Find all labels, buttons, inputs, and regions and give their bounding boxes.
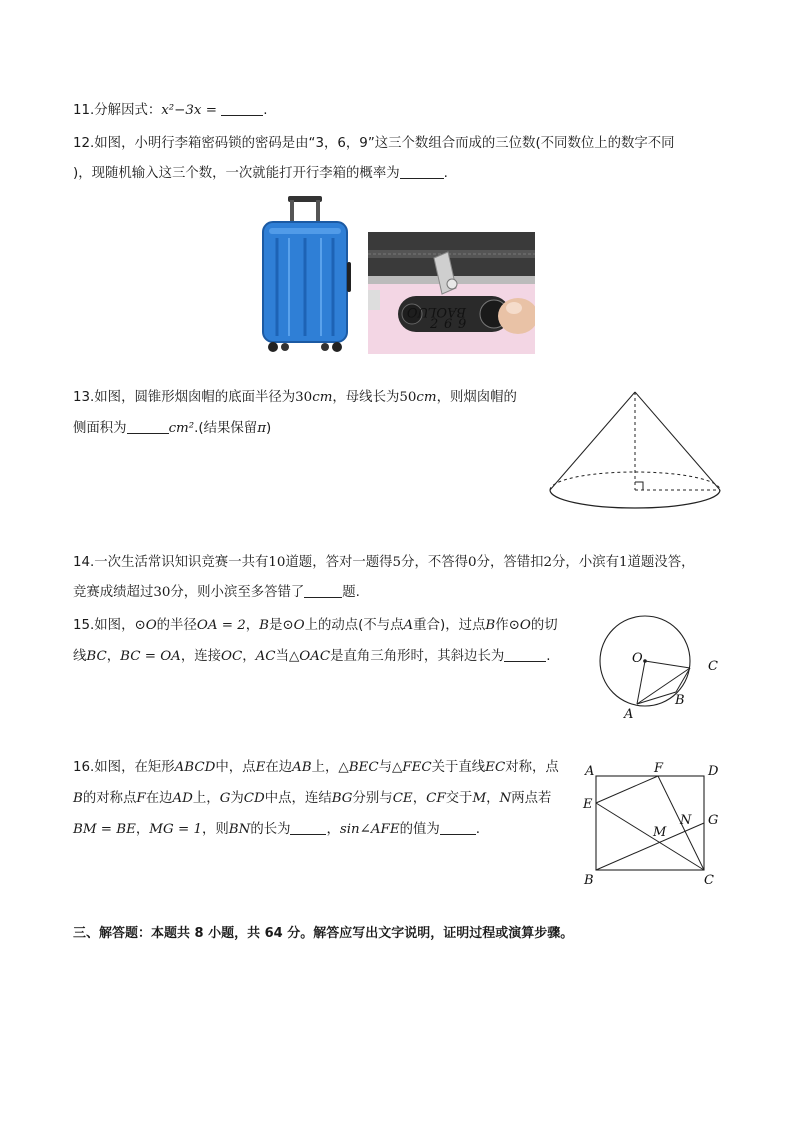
- suitcase-photo: [255, 192, 355, 356]
- q14-answer-blank: [304, 583, 342, 598]
- question-14-line2: 竞赛成绩超过30分，则小滨至多答错了 题.: [73, 585, 360, 600]
- svg-text:2: 2: [430, 317, 439, 332]
- question-16-line3: BM = BE，MG = 1，则BN的长为 ，sin∠AFE的值为 .: [73, 822, 481, 837]
- label-G: G: [708, 813, 719, 828]
- q11-prefix: 11.分解因式：: [73, 103, 162, 118]
- question-12-line2: )，现随机输入这三个数，一次就能打开行李箱的概率为 .: [73, 166, 448, 181]
- question-14-line1: 14.一次生活常识知识竞赛一共有10道题，答对一题得5分，不答得0分，答错扣2分，小滨有1道题没答，: [73, 555, 695, 570]
- label-B: B: [584, 873, 594, 888]
- question-13-line1: 13.如图，圆锥形烟囱帽的底面半径为30cm，母线长为50cm，则烟囱帽的: [73, 390, 517, 405]
- question-16-line1: 16.如图，在矩形ABCD中，点E在边AB上，△BEC与△FEC关于直线EC对称，点: [73, 760, 559, 775]
- q13-answer-blank: [127, 419, 169, 434]
- label-B: B: [675, 693, 685, 708]
- question-12-line1: 12.如图，小明行李箱密码锁的密码是由“3，6，9”这三个数组合而成的三位数(不同数位上的数字不同: [73, 136, 675, 151]
- label-C: C: [704, 873, 714, 888]
- svg-text:6: 6: [444, 317, 453, 332]
- label-M: M: [653, 825, 667, 840]
- combination-lock-photo: [368, 232, 535, 354]
- q12-answer-blank: [400, 164, 444, 179]
- label-F: F: [654, 761, 664, 776]
- question-11: 11.分解因式：x²−3x = .: [73, 103, 268, 118]
- q11-answer-blank: [221, 101, 263, 116]
- question-16-line2: B的对称点F在边AD上，G为CD中点，连结BG分别与CE，CF交于M，N两点若: [73, 791, 552, 806]
- label-A: A: [585, 764, 595, 779]
- label-C: C: [708, 659, 718, 674]
- q11-expression: x²−3x =: [161, 103, 217, 118]
- question-15-line1: 15.如图，⊙O的半径OA = 2，B是⊙O上的动点(不与点A重合)，过点B作⊙O的切: [73, 618, 558, 633]
- q15-answer-blank: [504, 647, 546, 662]
- label-E: E: [583, 797, 593, 812]
- label-D: D: [708, 764, 719, 779]
- question-15-line2: 线BC，BC = OA，连接OC，AC当△OAC是直角三角形时，其斜边长为 .: [73, 649, 551, 664]
- q16-answer-blank-1: [290, 820, 326, 835]
- question-13-line2: 侧面积为 cm².(结果保留π): [73, 421, 272, 436]
- label-N: N: [680, 813, 692, 828]
- rectangle-fold-figure: [580, 758, 726, 890]
- section-3-heading: 三、解答题：本题共 8 小题，共 64 分。解答应写出文字说明，证明过程或演算步骤。: [73, 926, 574, 941]
- lock-brand-text: BAOLUO: [406, 304, 466, 319]
- cone-figure: [540, 386, 730, 516]
- svg-text:9: 9: [458, 317, 467, 332]
- q16-answer-blank-2: [440, 820, 476, 835]
- circle-tangent-figure: [592, 612, 726, 722]
- label-A: A: [624, 707, 634, 722]
- label-O: O: [632, 651, 643, 666]
